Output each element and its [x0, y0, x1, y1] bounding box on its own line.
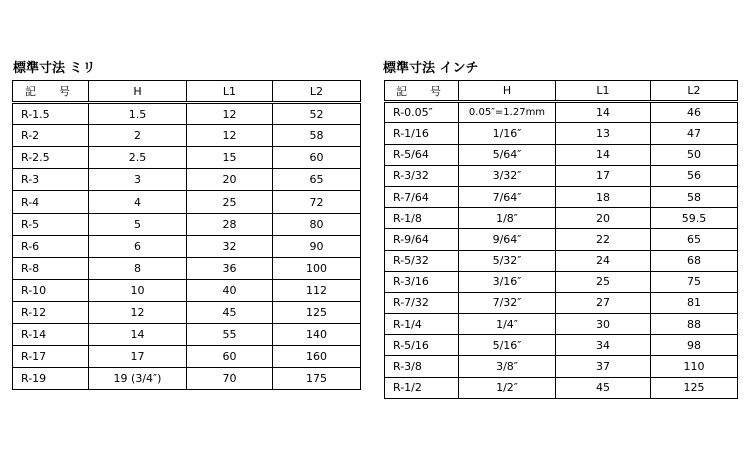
h-cell: 3/16″ — [459, 271, 556, 292]
table-header-row — [13, 81, 361, 103]
l1-cell: 22 — [556, 229, 651, 250]
code-cell: R-2.5 — [13, 147, 89, 169]
l2-cell: 175 — [273, 368, 361, 390]
header-code: 記 号 — [13, 81, 89, 103]
h-cell: 8 — [89, 257, 187, 279]
code-cell: R-12 — [13, 301, 89, 323]
l1-cell: 20 — [187, 169, 273, 191]
table-row — [13, 235, 361, 257]
table-row — [13, 368, 361, 390]
inch-table-title: 標準寸法 インチ — [383, 61, 479, 76]
l2-cell: 160 — [273, 346, 361, 368]
h-cell: 5/32″ — [459, 250, 556, 271]
l1-cell: 40 — [187, 279, 273, 301]
l2-cell: 90 — [273, 235, 361, 257]
h-cell: 3/32″ — [459, 165, 556, 186]
code-cell: R-3 — [13, 169, 89, 191]
l1-cell: 28 — [187, 213, 273, 235]
l2-cell: 110 — [651, 356, 738, 377]
table-row — [385, 335, 738, 356]
code-cell: R-2 — [13, 125, 89, 147]
h-cell: 3/8″ — [459, 356, 556, 377]
l1-cell: 45 — [187, 301, 273, 323]
table-row — [13, 301, 361, 323]
metric-table-title: 標準寸法 ミリ — [13, 61, 96, 76]
header-h: H — [459, 81, 556, 102]
l1-cell: 18 — [556, 186, 651, 207]
l2-cell: 80 — [273, 213, 361, 235]
table-row — [13, 257, 361, 279]
h-cell: 1.5 — [89, 103, 187, 125]
l1-cell: 14 — [556, 144, 651, 165]
table-row — [13, 346, 361, 368]
l2-cell: 65 — [651, 229, 738, 250]
l2-cell: 65 — [273, 169, 361, 191]
h-cell: 5/64″ — [459, 144, 556, 165]
table-row — [385, 377, 738, 398]
metric-dimension-table — [12, 80, 361, 390]
l2-cell: 72 — [273, 191, 361, 213]
code-cell: R-19 — [13, 368, 89, 390]
table-row — [385, 144, 738, 165]
h-cell: 6 — [89, 235, 187, 257]
table-row — [385, 165, 738, 186]
code-cell: R-3/8 — [385, 356, 459, 377]
code-cell: R-5/64 — [385, 144, 459, 165]
table-row — [385, 208, 738, 229]
l2-cell: 81 — [651, 292, 738, 313]
l2-cell: 58 — [651, 186, 738, 207]
h-cell: 17 — [89, 346, 187, 368]
l1-cell: 27 — [556, 292, 651, 313]
l2-cell: 56 — [651, 165, 738, 186]
table-row — [13, 125, 361, 147]
table-row — [385, 250, 738, 271]
inch-dimension-table — [384, 80, 738, 399]
code-cell: R-1.5 — [13, 103, 89, 125]
code-cell: R-1/2 — [385, 377, 459, 398]
h-cell: 10 — [89, 279, 187, 301]
code-cell: R-5/16 — [385, 335, 459, 356]
l2-cell: 125 — [273, 301, 361, 323]
l1-cell: 24 — [556, 250, 651, 271]
l2-cell: 59.5 — [651, 208, 738, 229]
l2-cell: 125 — [651, 377, 738, 398]
l1-cell: 32 — [187, 235, 273, 257]
h-cell: 1/4″ — [459, 314, 556, 335]
l2-cell: 75 — [651, 271, 738, 292]
code-cell: R-7/32 — [385, 292, 459, 313]
table-row — [13, 169, 361, 191]
h-cell: 19 (3/4″) — [89, 368, 187, 390]
header-l1: L1 — [187, 81, 273, 103]
h-cell: 2 — [89, 125, 187, 147]
h-cell: 7/32″ — [459, 292, 556, 313]
header-code: 記 号 — [385, 81, 459, 102]
code-cell: R-8 — [13, 257, 89, 279]
table-row — [13, 147, 361, 169]
code-cell: R-5/32 — [385, 250, 459, 271]
l1-cell: 13 — [556, 123, 651, 144]
h-cell: 1/16″ — [459, 123, 556, 144]
h-cell: 5/16″ — [459, 335, 556, 356]
table-row — [385, 186, 738, 207]
l2-cell: 58 — [273, 125, 361, 147]
l2-cell: 100 — [273, 257, 361, 279]
h-cell: 5 — [89, 213, 187, 235]
code-cell: R-5 — [13, 213, 89, 235]
l1-cell: 60 — [187, 346, 273, 368]
l1-cell: 12 — [187, 125, 273, 147]
h-cell: 12 — [89, 301, 187, 323]
code-cell: R-7/64 — [385, 186, 459, 207]
l2-cell: 140 — [273, 324, 361, 346]
h-cell: 1/8″ — [459, 208, 556, 229]
code-cell: R-14 — [13, 324, 89, 346]
l1-cell: 34 — [556, 335, 651, 356]
l2-cell: 60 — [273, 147, 361, 169]
l1-cell: 25 — [187, 191, 273, 213]
header-l2: L2 — [651, 81, 738, 102]
header-l2: L2 — [273, 81, 361, 103]
l1-cell: 45 — [556, 377, 651, 398]
code-cell: R-6 — [13, 235, 89, 257]
table-row — [385, 229, 738, 250]
header-l1: L1 — [556, 81, 651, 102]
code-cell: R-0.05″ — [385, 102, 459, 123]
l1-cell: 70 — [187, 368, 273, 390]
table-row — [13, 324, 361, 346]
l2-cell: 88 — [651, 314, 738, 335]
code-cell: R-1/4 — [385, 314, 459, 335]
l2-cell: 68 — [651, 250, 738, 271]
table-row — [385, 356, 738, 377]
table-row — [13, 213, 361, 235]
table-row — [385, 314, 738, 335]
l2-cell: 98 — [651, 335, 738, 356]
h-cell: 4 — [89, 191, 187, 213]
table-row — [385, 292, 738, 313]
header-h: H — [89, 81, 187, 103]
code-cell: R-10 — [13, 279, 89, 301]
table-row — [385, 102, 738, 123]
code-cell: R-17 — [13, 346, 89, 368]
l1-cell: 30 — [556, 314, 651, 335]
code-cell: R-4 — [13, 191, 89, 213]
l1-cell: 37 — [556, 356, 651, 377]
code-cell: R-1/16 — [385, 123, 459, 144]
code-cell: R-3/32 — [385, 165, 459, 186]
l1-cell: 14 — [556, 102, 651, 123]
table-row — [385, 271, 738, 292]
l1-cell: 20 — [556, 208, 651, 229]
l1-cell: 17 — [556, 165, 651, 186]
table-row — [385, 123, 738, 144]
l2-cell: 50 — [651, 144, 738, 165]
h-cell: 0.05″=1.27mm — [459, 102, 556, 123]
l2-cell: 112 — [273, 279, 361, 301]
l1-cell: 36 — [187, 257, 273, 279]
table-row — [13, 279, 361, 301]
h-cell: 14 — [89, 324, 187, 346]
code-cell: R-9/64 — [385, 229, 459, 250]
code-cell: R-3/16 — [385, 271, 459, 292]
l1-cell: 55 — [187, 324, 273, 346]
table-row — [13, 191, 361, 213]
l2-cell: 47 — [651, 123, 738, 144]
l2-cell: 52 — [273, 103, 361, 125]
table-header-row — [385, 81, 738, 102]
code-cell: R-1/8 — [385, 208, 459, 229]
h-cell: 1/2″ — [459, 377, 556, 398]
l1-cell: 25 — [556, 271, 651, 292]
h-cell: 3 — [89, 169, 187, 191]
l1-cell: 12 — [187, 103, 273, 125]
l2-cell: 46 — [651, 102, 738, 123]
table-row — [13, 103, 361, 125]
l1-cell: 15 — [187, 147, 273, 169]
h-cell: 7/64″ — [459, 186, 556, 207]
h-cell: 9/64″ — [459, 229, 556, 250]
h-cell: 2.5 — [89, 147, 187, 169]
